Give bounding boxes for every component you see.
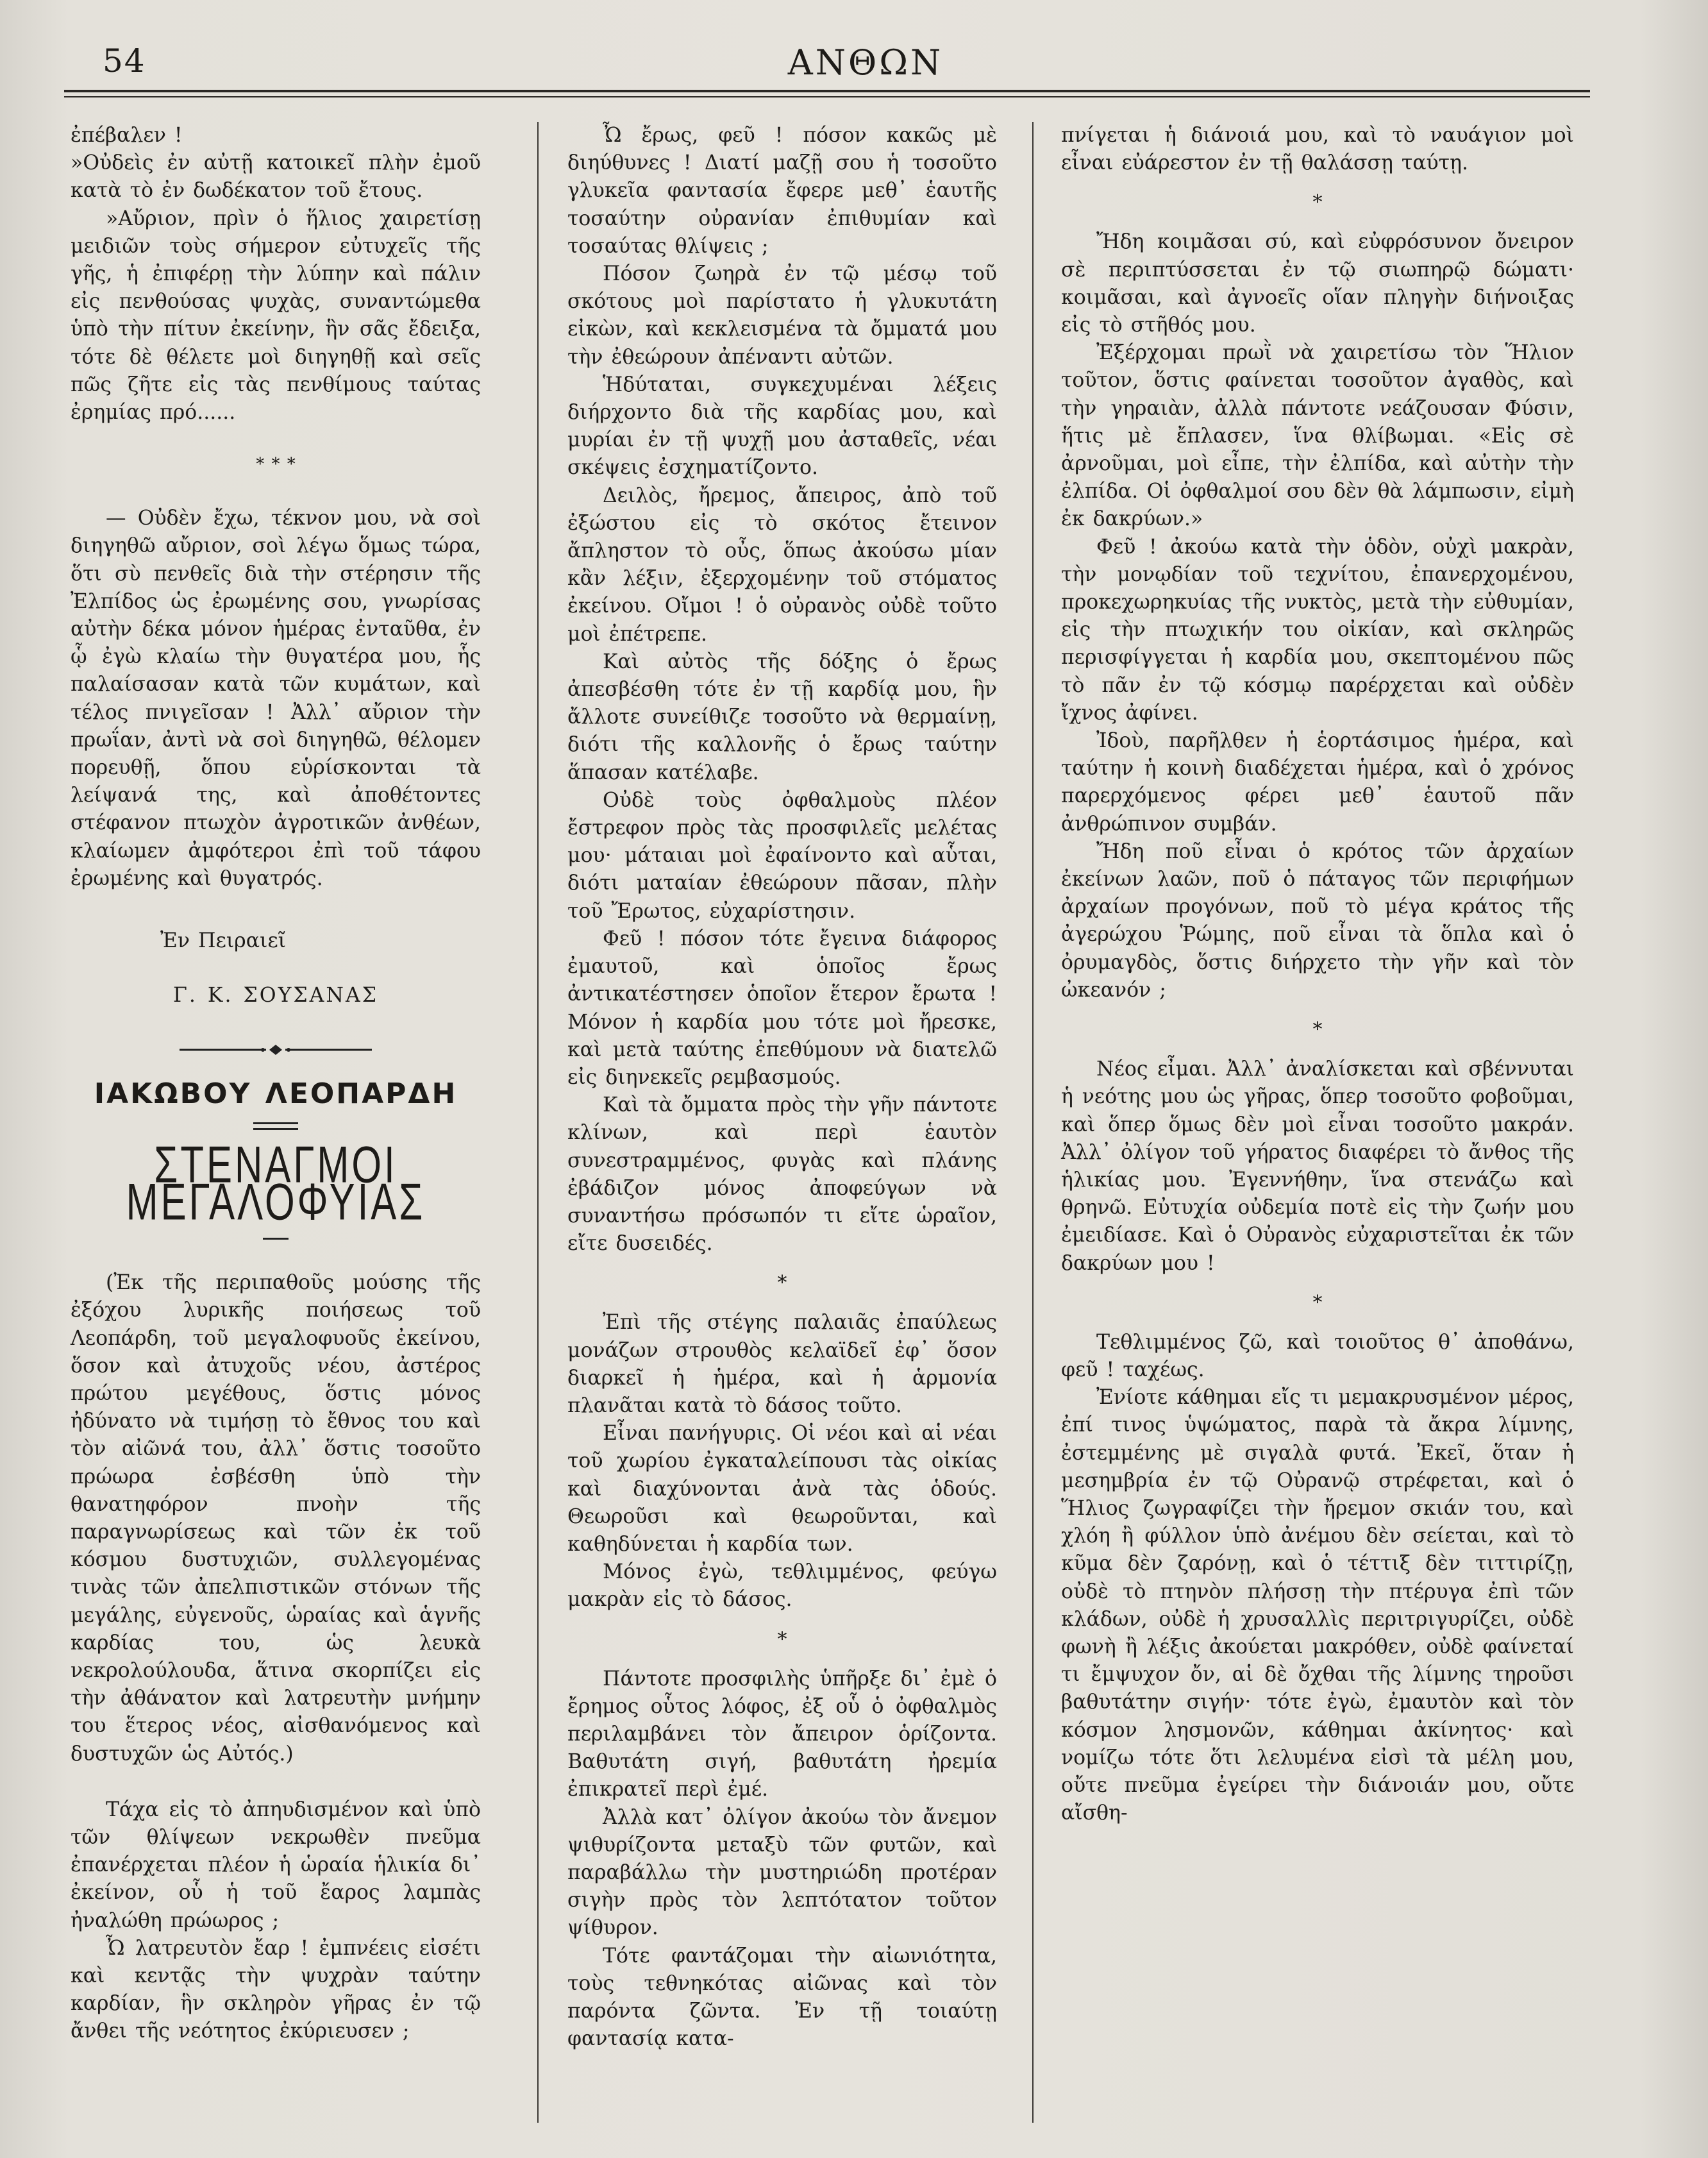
section-asterism: * <box>1312 1291 1323 1314</box>
paragraph: Φεῦ ! ἀκούω κατὰ τὴν ὁδὸν, οὐχὶ μακρὰν, τὴν μονῳδίαν τοῦ τεχνίτου, ἐπανερχομένου, προκεχωρηκυίας τῆς νυκτὸς, μετὰ τὴν εὐθυμίαν, εἰς τὴν πτωχικήν του οἰκίαν, καὶ σκληρῶς περισφίγγεται ἡ καρδία μου, σκεπτομένου πῶς τὸ πᾶν ἐν τῷ κόσμῳ παρέρχεται καὶ οὐδὲν ἴχνος ἀφίνει. <box>1061 535 1574 725</box>
ornament-icon <box>180 1043 372 1056</box>
paragraph: »Οὐδεὶς ἐν αὐτῇ κατοικεῖ πλὴν ἐμοῦ κατὰ τὸ ἐν δωδέκατον τοῦ ἔτους. <box>71 151 481 203</box>
running-title: ΑΝΘΩΝ <box>787 42 944 83</box>
author-heading: ΙΑΚΩΒΟΥ ΛΕΟΠΑΡΔΗ <box>94 1077 458 1111</box>
paragraph: »Αὔριον, πρὶν ὁ ἥλιος χαιρετίσῃ μειδιῶν τοὺς σήμερον εὐτυχεῖς τῆς γῆς, ἡ ἐπιφέρῃ τὴν λύπην καὶ πάλιν εἰς πενθούσας ψυχὰς, συναντώμεθα ὑπὸ τὴν πίτυν ἐκείνην, ἣν σᾶς ἔδειξα, τότε δὲ θέλετε μοὶ διηγηθῇ καὶ σεῖς πῶς ζῆτε εἰς τὰς πενθίμους ταύτας ἐρημίας πρό...... <box>71 207 481 425</box>
paragraph: Καὶ αὐτὸς τῆς δόξης ὁ ἔρως ἀπεσβέσθη τότε ἐν τῇ καρδίᾳ μου, ἣν ἄλλοτε συνείθιζε τοσοῦτο νὰ θερμαίνῃ, διότι τῆς καλλονῆς ὁ ἔρως ταύτην ἅπασαν κατέλαβε. <box>567 650 997 784</box>
paragraph: Πόσον ζωηρὰ ἐν τῷ μέσῳ τοῦ σκότους μοὶ παρίστατο ἡ γλυκυτάτη εἰκὼν, καὶ κεκλεισμένα τὰ ὄμματά μου τὴν ἐθεώρουν ἀπέναντι αὐτῶν. <box>567 262 997 369</box>
paragraph: Φεῦ ! πόσον τότε ἔγεινα διάφορος ἐμαυτοῦ, καὶ ὁποῖος ἔρως ἀντικατέστησεν ὁποῖον ἕτερον ἔρωτα ! Μόνον ἡ καρδία μου τότε μοὶ ἤρεσκε, καὶ μετὰ ταύτης ἐπεθύμουν νὰ διατελῶ εἰς διηνεκεῖς ρεμβασμούς. <box>567 927 997 1089</box>
paragraph: Ἰδοὺ, παρῆλθεν ἡ ἑορτάσιμος ἡμέρα, καὶ ταύτην ἡ κοινὴ διαδέχεται ἡμέρα, καὶ ὁ χρόνος παρερχόμενος φέρει μεθ᾽ ἑαυτοῦ πᾶν ἀνθρώπινον συμβάν. <box>1061 729 1574 836</box>
paragraph: Εἶναι πανήγυρις. Οἱ νέοι καὶ αἱ νέαι τοῦ χωρίου ἐγκαταλείπουσι τὰς οἰκίας καὶ διαχύνονται ἀνὰ τὰς ὁδούς. Θεωροῦσι καὶ θεωροῦνται, καὶ καθηδύνεται ἡ καρδία των. <box>567 1422 997 1556</box>
paragraph: Ἡδύταται, συγκεχυμέναι λέξεις διήρχοντο διὰ τῆς καρδίας μου, καὶ μυρίαι ἐν τῇ ψυχῇ μου ἀσταθεῖς, νέαι σκέψεις ἐσχηματίζοντο. <box>567 373 997 480</box>
column-2 <box>567 122 997 2053</box>
paragraph: Δειλὸς, ἤρεμος, ἄπειρος, ἀπὸ τοῦ ἐξώστου εἰς τὸ σκότος ἔτεινον ἄπληστον τὸ οὖς, ὅπως ἀκούσω μίαν κἂν λέξιν, ἐξερχομένην τοῦ στόματος ἐκείνου. Οἴμοι ! ὁ οὐρανὸς οὐδὲ τοῦτο μοὶ ἐπέτρεπε. <box>567 484 997 646</box>
paragraph: Τεθλιμμένος ζῶ, καὶ τοιοῦτος θ᾽ ἀποθάνω, φεῦ ! ταχέως. <box>1061 1330 1574 1381</box>
paragraph: Πάντοτε προσφιλὴς ὑπῆρξε δι᾽ ἐμὲ ὁ ἔρημος οὗτος λόφος, ἐξ οὗ ὁ ὀφθαλμὸς περιλαμβάνει τὸν ἄπειρον ὁρίζοντα. Βαθυτάτη σιγή, βαθυτάτη ἠρεμία ἐπικρατεῖ περὶ ἐμέ. <box>567 1667 997 1801</box>
column-3 <box>1061 122 1574 1827</box>
section-asterism: * <box>777 1272 787 1295</box>
paragraph: Μόνος ἐγὼ, τεθλιμμένος, φεύγω μακρὰν εἰς τὸ δάσος. <box>567 1560 997 1612</box>
paragraph: πνίγεται ἡ διάνοιά μου, καὶ τὸ ναυάγιον μοὶ εἶναι εὐάρεστον ἐν τῇ θαλάσσῃ ταύτῃ. <box>1061 124 1574 175</box>
paragraph: Τάχα εἰς τὸ ἀπηυδισμένον καὶ ὑπὸ τῶν θλίψεων νεκρωθὲν πνεῦμα ἐπανέρχεται πλέον ἡ ὡραία ἡλικία δι᾽ ἐκείνον, οὗ ἡ τοῦ ἔαρος λαμπὰς ἠναλώθη πρώωρος ; <box>71 1798 481 1932</box>
paragraph: Καὶ τὰ ὄμματα πρὸς τὴν γῆν πάντοτε κλίνων, καὶ περὶ ἑαυτὸν συνεστραμμένος, φυγὰς καὶ πλάνης ἐβάδιζον μόνος ἀποφεύγων νὰ συναντήσω πρόσωπόν τι εἴτε ὡραῖον, εἴτε δυσειδές. <box>567 1093 997 1256</box>
paragraph: Ἤδη ποῦ εἶναι ὁ κρότος τῶν ἀρχαίων ἐκείνων λαῶν, ποῦ ὁ πάταγος τῶν περιφήμων ἀρχαίων προγόνων, ποῦ τὸ μέγα κράτος τῆς ἀγερώχου Ῥώμης, ποῦ εἶναι τὰ ὅπλα καὶ ὁ ὀρυμαγδὸς, ὅστις διήρχετο τὴν γῆν καὶ τὸν ὠκεανόν ; <box>1061 839 1574 1002</box>
header-rule-thin <box>64 96 1590 97</box>
paragraph: ἐπέβαλεν ! <box>71 124 183 147</box>
header-rule <box>64 90 1590 92</box>
paragraph: Ἐνίοτε κάθημαι εἴς τι μεμακρυσμένον μέρος, ἐπί τινος ὑψώματος, παρὰ τὰ ἄκρα λίμνης, ἐστεμμένης μὲ σιγαλὰ φυτά. Ἐκεῖ, ὅταν ἡ μεσημβρία ἐν τῷ Οὐρανῷ στρέφεται, καὶ ὁ Ἥλιος ζωγραφίζει τὴν ἤρεμον σκιάν του, καὶ χλόη ἢ φύλλον ὑπὸ ἀνέμου δὲν σείεται, καὶ τὸ κῦμα δὲν ζαρόνῃ, καὶ ὁ τέττιξ δὲν τιττιρίζῃ, οὐδὲ τὸ πτηνὸν πλήσσῃ τὴν πτέρυγα ἐπὶ τῶν κλάδων, οὐδὲ ἡ χρυσαλλὶς περιτριγυρίζει, οὐδὲ φωνὴ ἢ λέξις ἀκούεται μακρόθεν, οὐδὲ φαίνεταί τι ἔμψυχον ὄν, αἱ δὲ ὄχθαι τῆς λίμνης τηροῦσι βαθυτάτην σιγήν· τότε ἐγὼ, ἐμαυτὸν καὶ τὸν κόσμον λησμονῶν, κάθημαι ἀκίνητος· καὶ νομίζω τότε ὅτι λελυμένα εἰσὶ τὰ μέλη μου, οὔτε πνεῦμα ἐγείρει τὴν διάνοιάν μου, οὔτε αἴσθη- <box>1061 1386 1574 1825</box>
paragraph: Ὦ ἔρως, φεῦ ! πόσον κακῶς μὲ διηύθυνες ! Διατί μαζῇ σου ἡ τοσοῦτο γλυκεῖα φαντασία ἔφερε μεθ᾽ ἑαυτῆς τοσαύτην οὐρανίαν ἐπιθυμίαν καὶ τοσαύτας θλίψεις ; <box>567 124 997 258</box>
dateline: Ἐν Πειραιεῖ <box>160 929 286 953</box>
paragraph: Ὦ λατρευτὸν ἔαρ ! ἐμπνέεις εἰσέτι καὶ κεντᾷς τὴν ψυχρὰν ταύτην καρδίαν, ἣν σκληρὸν γῆρας ἐν τῷ ἄνθει τῆς νεότητος ἐκύριευσεν ; <box>71 1936 481 2043</box>
paragraph: Ἐξέρχομαι πρωῒ νὰ χαιρετίσω τὸν Ἥλιον τοῦτον, ὅστις φαίνεται τοσοῦτον ἀγαθὸς, καὶ τὴν γηραιὰν, ἀλλὰ πάντοτε νεάζουσαν Φύσιν, ἥτις μὲ ἔπλασεν, ἵνα θλίβωμαι. «Εἰς σὲ ἀρνοῦμαι, μοὶ εἶπε, τὴν ἐλπίδα, καὶ αὐτὴν τὴν ἐλπίδα. Οἱ ὀφθαλμοί σου δὲν θὰ λάμπωσιν, εἰμὴ ἐκ δακρύων.» <box>1061 341 1574 531</box>
column-divider <box>537 122 539 2123</box>
paragraph: Νέος εἶμαι. Ἀλλ᾽ ἀναλίσκεται καὶ σβέννυται ἡ νεότης μου ὡς γῆρας, ὅπερ τοσοῦτο φοβοῦμαι, καὶ ὅπερ ὅμως δὲν μοὶ εἶναι τοσοῦτο μακράν. Ἀλλ᾽ ὀλίγον τοῦ γήρατος διαφέρει τὸ ἄνθος τῆς ἡλικίας μου. Ἐγεννήθην, ἵνα στενάζω καὶ θρηνῶ. Εὐτυχία οὐδεμία ποτὲ εἰς τὴν ζωήν μου ἐμειδίασε. Καὶ ὁ Οὐρανὸς εὐχαριστεῖται ἐκ τῶν δακρύων μου ! <box>1061 1058 1574 1275</box>
page-header <box>0 38 1708 96</box>
section-asterism: * <box>777 1628 787 1651</box>
author-signature: Γ. Κ. ΣΟΥΣΑΝΑΣ <box>173 984 378 1007</box>
article-title: ΣΤΕΝΑΓΜΟΙ ΜΕΓΑΛΟΦΥΙΑΣ <box>126 1135 426 1231</box>
column-1 <box>71 122 481 2046</box>
section-asterism: * * * <box>256 455 296 475</box>
double-rule <box>253 1122 298 1130</box>
section-asterism: * <box>1312 1018 1323 1041</box>
section-asterism: * <box>1312 191 1323 214</box>
paragraph: (Ἐκ τῆς περιπαθοῦς μούσης τῆς ἐξόχου λυρικῆς ποιήσεως τοῦ Λεοπάρδη, τοῦ μεγαλοφυοῦς ἐκείνου, ὅσον καὶ ἀτυχοῦς νέου, ἀστέρος πρώτου μεγέθους, ὅστις μόνος ἠδύνατο νὰ τιμήσῃ τὸ ἔθνος του καὶ τὸν αἰῶνά του, ἀλλ᾽ ὅστις τοσοῦτο πρώωρα ἐσβέσθη ὑπὸ τὴν θανατηφόρον πνοὴν τῆς παραγνωρίσεως καὶ τῶν ἐκ τοῦ κόσμου δυστυχιῶν, συλλεγομένας τινὰς τῶν ἀπελπιστικῶν στόνων τῆς μεγάλης, εὐγενοῦς, ὡραίας καὶ ἁγνῆς καρδίας του, ὡς λευκὰ νεκρολούλουδα, ἅτινα σκορπίζει εἰς τὴν ἀθάνατον καὶ λατρευτὴν μνήμην του ἕτερος νέος, αἰσθανόμενος καὶ δυστυχῶν ὡς Αὐτός.) <box>71 1271 481 1766</box>
paragraph: — Οὐδὲν ἔχω, τέκνον μου, νὰ σοὶ διηγηθῶ αὔριον, σοὶ λέγω ὅμως τώρα, ὅτι σὺ πενθεῖς διὰ τὴν στέρησιν τῆς Ἐλπίδος ὡς ἐρωμένης σου, γνωρίσας αὐτὴν δέκα μόνον ἡμέρας ἐνταῦθα, ἐν ᾧ ἐγὼ κλαίω τὴν θυγατέρα μου, ἧς παλαίσασαν κατὰ τῶν κυμάτων, καὶ τέλος πνιγεῖσαν ! Ἀλλ᾽ αὔριον τὴν πρωΐαν, ἀντὶ νὰ σοὶ διηγηθῶ, θέλομεν πορευθῇ, ὅπου εὑρίσκονται τὰ λείψανά της, καὶ ἀποθέτοντες στέφανον πτωχὸν ἀγροτικῶν ἀνθέων, κλαίωμεν ἀμφότεροι ἐπὶ τοῦ τάφου ἐρωμένης καὶ θυγατρός. <box>71 507 481 890</box>
column-divider <box>1032 122 1034 2123</box>
title-rule <box>263 1238 289 1240</box>
paragraph: Ἀλλὰ κατ᾽ ὀλίγον ἀκούω τὸν ἄνεμον ψιθυρίζοντα μεταξὺ τῶν φυτῶν, καὶ παραβάλλω τὴν μυστηριώδη προτέραν σιγὴν πρὸς τὸν λεπτότατον τοῦτον ψίθυρον. <box>567 1805 997 1940</box>
paragraph: Τότε φαντάζομαι τὴν αἰωνιότητα, τοὺς τεθνηκότας αἰῶνας καὶ τὸν παρόντα ζῶντα. Ἐν τῇ τοιαύτῃ φαντασίᾳ κατα- <box>567 1944 997 2051</box>
paragraph: Ἤδη κοιμᾶσαι σύ, καὶ εὐφρόσυνον ὄνειρον σὲ περιπτύσσεται ἐν τῷ σιωπηρῷ δώματι· κοιμᾶσαι, καὶ ἀγνοεῖς οἵαν πληγὴν διήνοιξας εἰς τὸ στῆθός μου. <box>1061 230 1574 337</box>
paragraph: Ἐπὶ τῆς στέγης παλαιᾶς ἐπαύλεως μονάζων στρουθὸς κελαϊδεῖ ἐφ᾽ ὅσον διαρκεῖ ἡ ἡμέρα, καὶ ἡ ἁρμονία πλανᾶται κατὰ τὸ δάσος τοῦτο. <box>567 1311 997 1417</box>
page-number: 54 <box>103 42 146 80</box>
decorative-rule <box>71 1036 481 1049</box>
paragraph: Οὐδὲ τοὺς ὀφθαλμοὺς πλέον ἔστρεφον πρὸς τὰς προσφιλεῖς μελέτας μου· μάταιαι μοὶ ἐφαίνοντο καὶ αὗται, διότι ματαίαν ἐθεώρουν πᾶσαν, πλὴν τοῦ Ἔρωτος, εὐχαρίστησιν. <box>567 788 997 923</box>
